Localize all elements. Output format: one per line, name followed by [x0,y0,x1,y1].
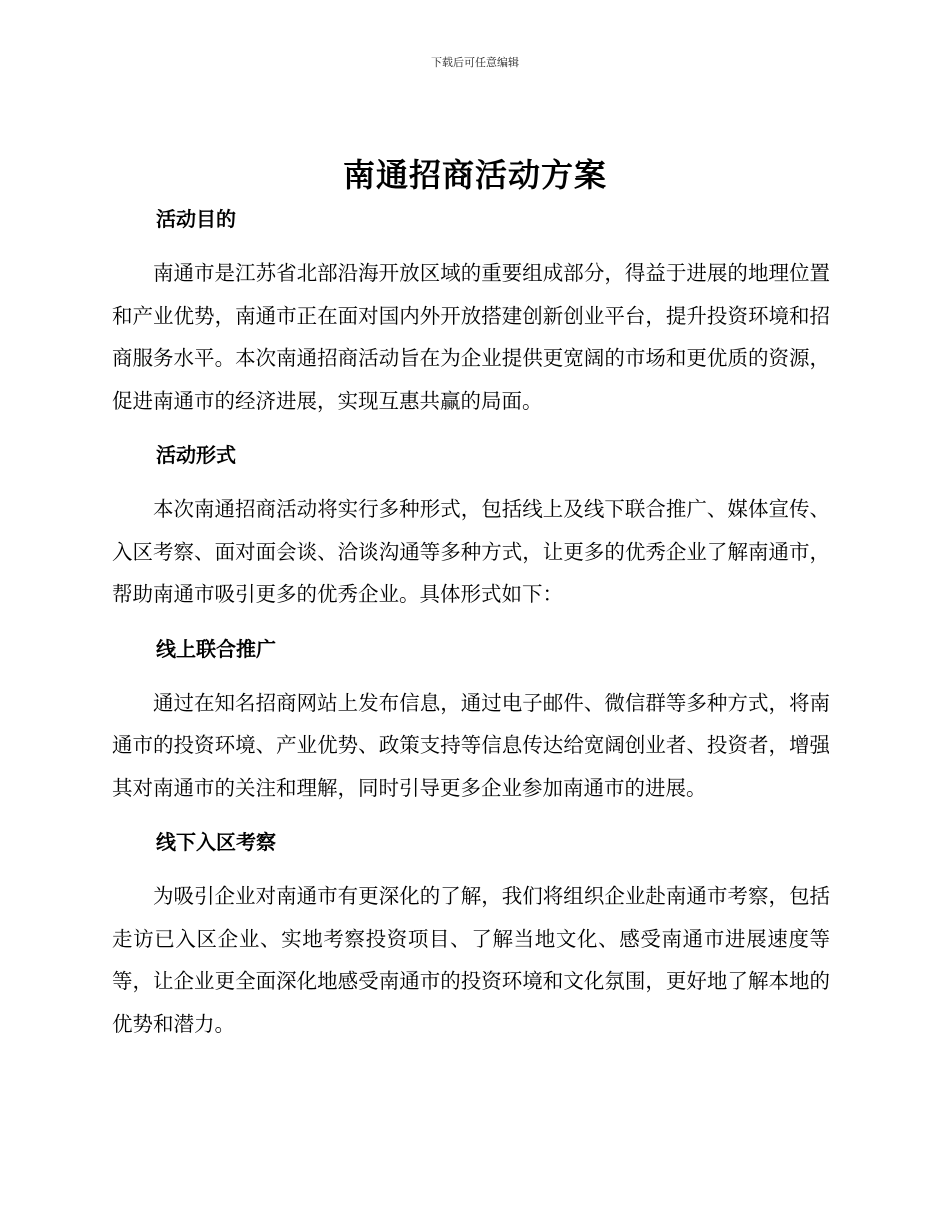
header-note: 下载后可任意编辑 [431,56,519,69]
section-heading: 线上联合推广 [156,636,276,661]
document-body [112,204,830,1045]
section-paragraph: 本次南通招商活动将实行多种形式，包括线上及线下联合推广、媒体宣传、入区考察、面对面会谈、洽谈沟通等多种方式，让更多的优秀企业了解南通市，帮助南通市吸引更多的优秀企业。具体形式如下： [112,497,830,606]
document-title: 南通招商活动方案 [342,156,607,194]
section-purpose [112,204,830,440]
section-heading: 活动目的 [156,207,236,231]
section-offline-visit [112,827,830,1045]
section-paragraph: 南通市是江苏省北部沿海开放区域的重要组成部分，得益于进展的地理位置和产业优势，南通市正在面对国内外开放搭建创新创业平台，提升投资环境和招商服务水平。本次南通招商活动旨在为企业提供更宽阔的市场和更优质的资源，促进南通市的经济进展，实现互惠共赢的局面。 [112,261,830,413]
section-online-promotion [112,634,830,828]
section-paragraph: 通过在知名招商网站上发布信息，通过电子邮件、微信群等多种方式，将南通市的投资环境、产业优势、政策支持等信息传达给宽阔创业者、投资者，增强其对南通市的关注和理解，同时引导更多企业参加南通市的进展。 [112,690,830,800]
section-format [112,440,830,634]
section-heading: 活动形式 [156,443,236,467]
section-heading: 线下入区考察 [156,830,276,854]
section-paragraph: 为吸引企业对南通市有更深化的了解，我们将组织企业赴南通市考察，包括走访已入区企业、实地考察投资项目、了解当地文化、感受南通市进展速度等等，让企业更全面深化地感受南通市的投资环境和文化氛围，更好地了解本地的优势和潜力。 [112,884,830,1036]
